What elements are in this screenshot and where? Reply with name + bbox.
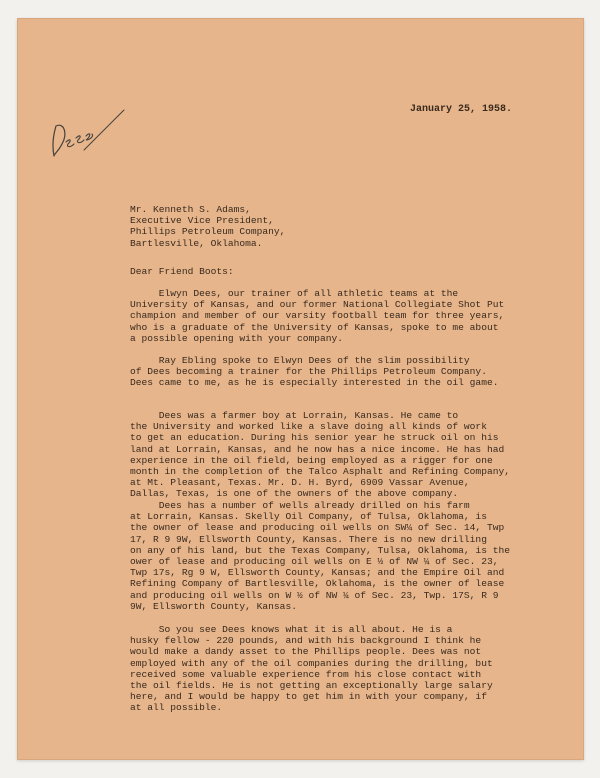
text-line: Dees was a farmer boy at Lorrain, Kansas. He came to (130, 410, 459, 421)
paragraph-4 (130, 500, 510, 612)
text-line: the owner of lease and producing oil wells on SW¼ of Sec. 14, Twp (130, 522, 505, 534)
text-line: land at Lorrain, Kansas, and he now has a nice income. He has had (130, 443, 505, 455)
text-line: 17, R 9 9W, Ellsworth County, Kansas. There is no new drilling (130, 533, 487, 545)
address-line: Phillips Petroleum Company, (130, 226, 286, 238)
text-line: Dees came to me, as he is especially interested in the oil game. (130, 377, 499, 389)
text-line: Dallas, Texas, is one of the owners of the above company. (130, 488, 459, 500)
text-line: Ray Ebling spoke to Elwyn Dees of the slim possibility (130, 355, 470, 366)
text-line: of Dees becoming a trainer for the Phillips Petroleum Company. (130, 366, 487, 378)
text-line: University of Kansas, and our former National Collegiate Shot Put (130, 299, 505, 311)
text-line: Elwyn Dees, our trainer of all athletic teams at the (130, 288, 459, 299)
text-line: husky fellow - 220 pounds, and with his background I think he (130, 635, 482, 647)
address-line: Mr. Kenneth S. Adams, (130, 204, 251, 215)
text-line: a possible opening with your company. (130, 332, 344, 344)
salutation: Dear Friend Boots: (130, 266, 234, 277)
text-line: Refining Company of Bartlesville, Oklahoma, is the owner of lease (130, 578, 505, 590)
text-line: Dees has a number of wells already drilled on his farm (130, 500, 470, 511)
text-line: the University and worked like a slave doing all kinds of work (130, 421, 487, 433)
text-line: to get an education. During his senior year he struck oil on his (130, 432, 499, 444)
handwritten-initials (46, 104, 126, 164)
text-line: Twp 17s, Rg 9 W, Ellsworth County, Kansas; and the Empire Oil and (130, 567, 505, 579)
text-line: on any of his land, but the Texas Company, Tulsa, Oklahoma, is the (130, 544, 510, 556)
text-line: at Mt. Pleasant, Texas. Mr. D. H. Byrd, 6909 Vassar Avenue, (130, 477, 470, 489)
paragraph-2 (130, 355, 498, 389)
text-line: month in the completion of the Talco Asphalt and Refining Company, (130, 466, 510, 478)
text-line: who is a graduate of the University of Kansas, spoke to me about (130, 321, 499, 333)
text-line: employed with any of the oil companies during the drilling, but (130, 657, 493, 669)
paragraph-1 (130, 288, 504, 344)
text-line: received some valuable experience from his close contact with (130, 668, 482, 680)
paragraph-3 (130, 410, 510, 500)
text-line: So you see Dees knows what it is all about. He is a (130, 624, 453, 635)
text-line: experience in the oil field, being employed as a rigger for one (130, 454, 493, 466)
inside-address (130, 204, 285, 249)
address-line: Executive Vice President, (130, 215, 274, 227)
text-line: at Lorrain, Kansas. Skelly Oil Company, of Tulsa, Oklahoma, is (130, 511, 487, 523)
paragraph-5 (130, 624, 493, 714)
text-line: and producing oil wells on W ½ of NW ¼ of Sec. 23, Twp. 17S, R 9 (130, 589, 499, 601)
text-line: here, and I would be happy to get him in with your company, if (130, 691, 487, 703)
text-line: would make a dandy asset to the Phillips people. Dees was not (130, 646, 482, 658)
text-line: the oil fields. He is not getting an exceptionally large salary (130, 680, 493, 692)
text-line: at all possible. (130, 702, 223, 714)
letter-date: January 25, 1958. (410, 104, 513, 115)
address-line: Bartlesville, Oklahoma. (130, 237, 263, 249)
text-line: ower of lease and producing oil wells on E ½ of NW ¼ of Sec. 23, (130, 556, 499, 568)
text-line: champion and member of our varsity football team for three years, (130, 310, 505, 322)
text-line: 9W, Ellsworth County, Kansas. (130, 600, 297, 612)
